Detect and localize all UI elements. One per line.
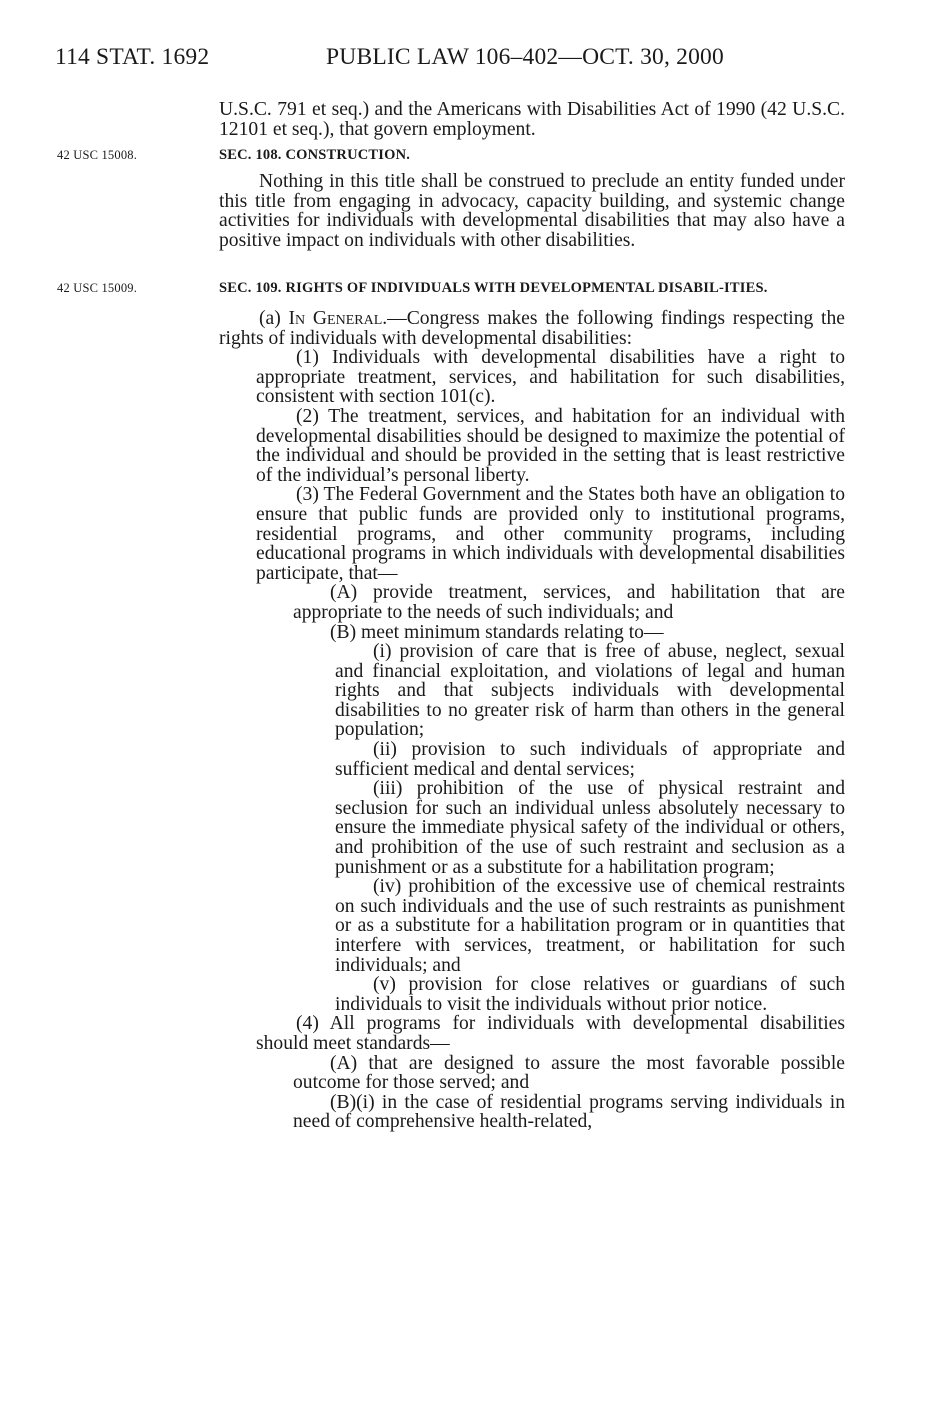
subsection-a-label: (a)	[259, 308, 289, 329]
margin-note-sec108: 42 USC 15008.	[57, 148, 138, 162]
paragraph-3-A: (A) provide treatment, services, and habilitation that are appropriate to the needs of such individuals; and	[293, 582, 845, 623]
continuation-block	[219, 100, 845, 139]
clause-iv: (iv) prohibition of the excessive use of chemical restraints on such individuals and the use of such restraints as punishment or as a substitute for a habilitation program or in quantities that interfere with services, treatment, or habilitation for such individuals; and	[335, 876, 845, 976]
paragraph-4-A: (A) that are designed to assure the most favorable possible outcome for those served; and	[293, 1052, 845, 1094]
public-law-title: PUBLIC LAW 106–402—OCT. 30, 2000	[326, 44, 724, 70]
paragraph-4-B-i: (B)(i) in the case of residential programs serving individuals in need of comprehensive health-related,	[293, 1091, 845, 1133]
running-head	[55, 44, 855, 74]
subsection-a-caption: In General	[288, 308, 383, 329]
subsection-a	[219, 309, 845, 348]
section-108	[219, 146, 845, 250]
clause-iii: (iii) prohibition of the use of physical restraint and seclusion for such an individual unless absolutely necessary to ensure the immediate physical safety of the individual or others, and prohibition of the use of such restraint and seclusion as a punishment or as a substitute for a habilitation program;	[335, 778, 845, 878]
section-108-heading: SEC. 108. CONSTRUCTION.	[219, 147, 411, 163]
paragraph-3: (3) The Federal Government and the States both have an obligation to ensure that public funds are provided only to institutional programs, residential programs, and other community programs, including educational programs in which individuals with developmental disabilities participate, that—	[256, 484, 845, 584]
paragraph-3-B-clauses	[335, 642, 845, 1014]
paragraph-4: (4) All programs for individuals with developmental disabilities should meet standards—	[256, 1013, 845, 1054]
section-109	[219, 279, 845, 1132]
margin-note-sec109: 42 USC 15009.	[57, 281, 138, 295]
clause-v: (v) provision for close relatives or guardians of such individuals to visit the individuals without prior notice.	[335, 974, 845, 1015]
continuation-paragraph: U.S.C. 791 et seq.) and the Americans with Disabilities Act of 1990 (42 U.S.C. 12101 et seq.), that govern employment.	[219, 99, 845, 140]
paragraph-list	[256, 348, 845, 583]
paragraph-3-subparagraphs	[293, 583, 845, 642]
subsection-a-text: .—Congress makes the following findings respecting the rights of individuals with developmental disabilities:	[219, 308, 845, 349]
clause-i: (i) provision of care that is free of abuse, neglect, sexual and financial exploitation, and violations of legal and human rights and that subjects individuals with developmental disabilities to no greater risk of harm than others in the general population;	[335, 641, 845, 741]
section-108-text: Nothing in this title shall be construed to preclude an entity funded under this title from engaging in advocacy, capacity building, and systemic change activities for individuals with developmental disabilities that may also have a positive impact on individuals with other disabilities.	[219, 171, 845, 251]
paragraph-2: (2) The treatment, services, and habitation for an individual with developmental disabilities should be designed to maximize the potential of the individual and should be provided in the setting that is least restrictive of the individual’s personal liberty.	[256, 405, 845, 486]
paragraph-4-block	[256, 1014, 845, 1053]
clause-ii: (ii) provision to such individuals of appropriate and sufficient medical and dental services;	[335, 739, 845, 780]
statute-citation: 114 STAT. 1692	[55, 44, 210, 70]
paragraph-3-B: (B) meet minimum standards relating to—	[330, 621, 664, 643]
paragraph-4-subparagraphs	[293, 1054, 845, 1132]
paragraph-1: (1) Individuals with developmental disabilities have a right to appropriate treatment, services, and habilitation for such disabilities, consistent with section 101(c).	[256, 347, 845, 408]
section-109-heading: SEC. 109. RIGHTS OF INDIVIDUALS WITH DEVELOPMENTAL DISABIL-ITIES.	[219, 280, 768, 296]
